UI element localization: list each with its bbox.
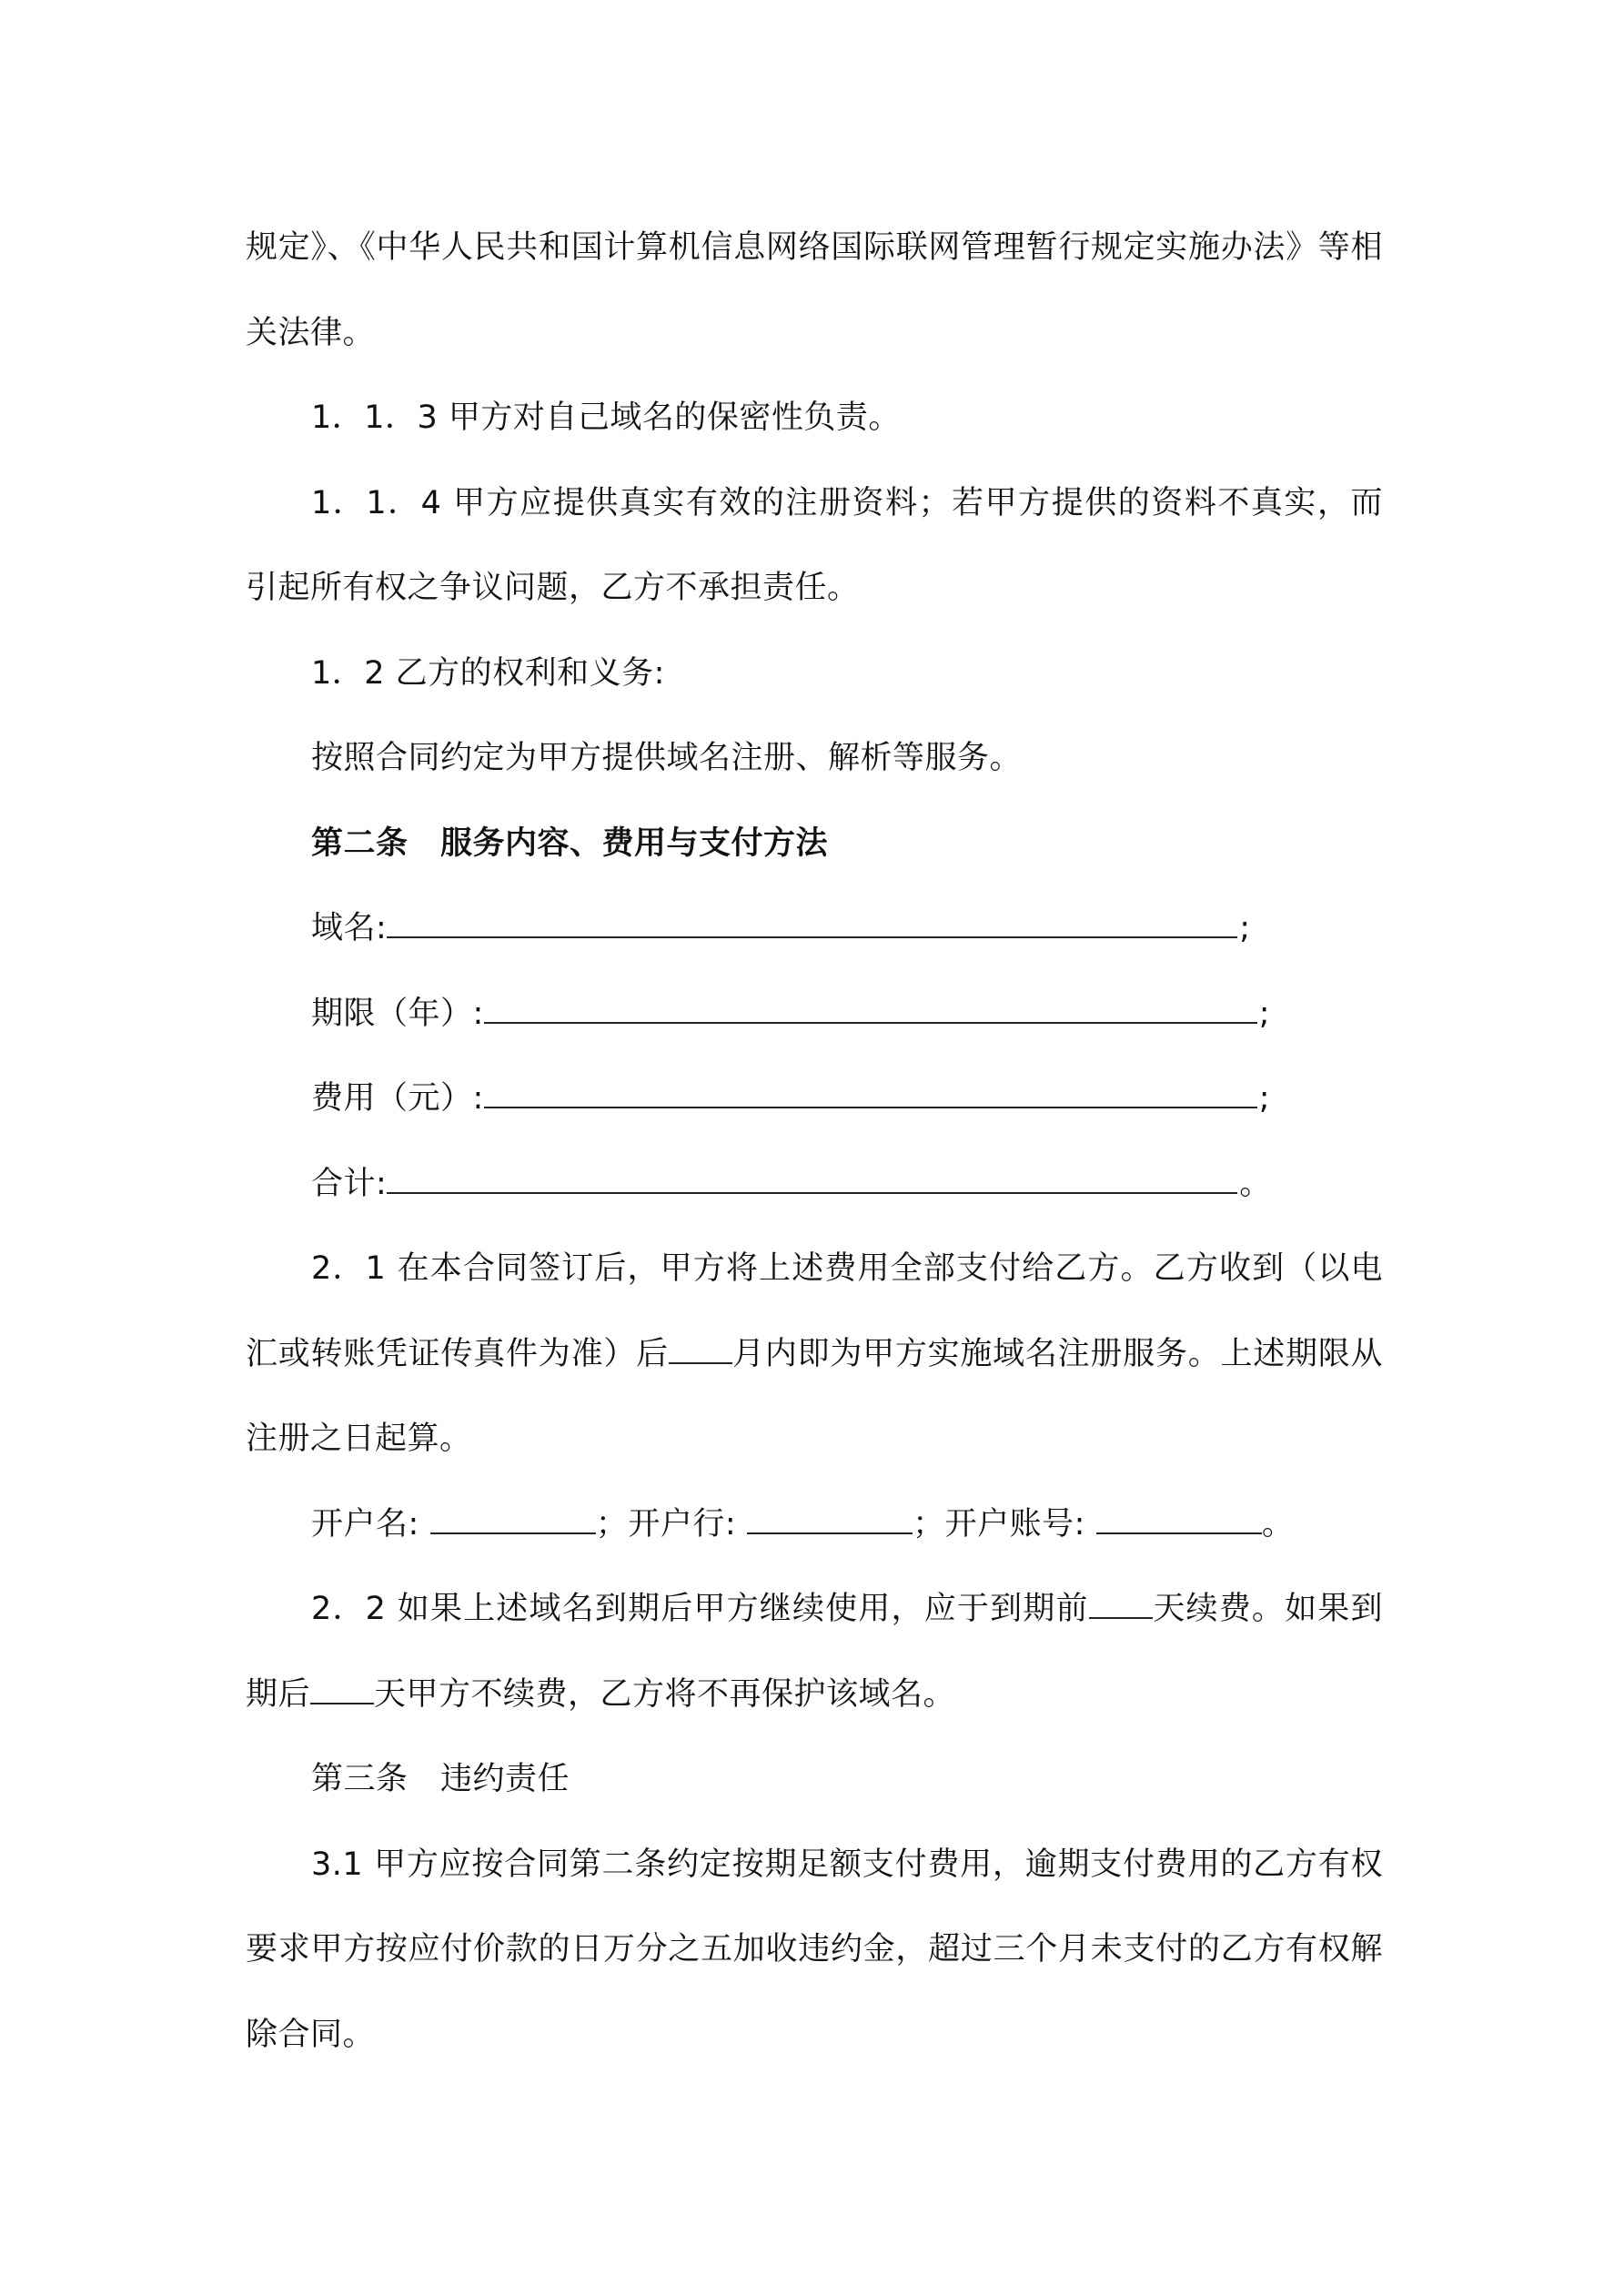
account-number-blank[interactable] bbox=[1096, 1505, 1262, 1534]
paragraph-1-1-3: 1．1．3 甲方对自己域名的保密性负责。 bbox=[311, 400, 901, 436]
paragraph-related-laws: 规定》、《中华人民共和国计算机信息网络国际联网管理暂行规定实施办法》等相关法律。 bbox=[246, 229, 1383, 351]
account-end: 。 bbox=[1261, 1505, 1295, 1542]
field-total-blank[interactable] bbox=[387, 1165, 1237, 1194]
paragraph-2-2-part3: 天甲方不续费，乙方将不再保护该域名。 bbox=[374, 1675, 956, 1713]
document-body bbox=[246, 206, 1383, 2078]
account-bank-blank[interactable] bbox=[747, 1505, 913, 1534]
paragraph-2-2-part1: 2．2 如果上述域名到期后甲方继续使用，应于到期前 bbox=[311, 1591, 1089, 1627]
heading-article-2: 第二条 服务内容、费用与支付方法 bbox=[311, 824, 829, 862]
field-domain-blank[interactable] bbox=[387, 909, 1237, 938]
account-sep-1: ； bbox=[595, 1505, 629, 1542]
account-name-blank[interactable] bbox=[430, 1505, 596, 1534]
field-total-label: 合计: bbox=[311, 1165, 388, 1202]
account-number-label: 开户账号: bbox=[944, 1505, 1085, 1542]
paragraph-2-1-months-blank[interactable] bbox=[669, 1335, 732, 1364]
field-domain-end: ; bbox=[1239, 910, 1251, 946]
paragraph-1-1-4: 1．1．4 甲方应提供真实有效的注册资料；若甲方提供的资料不真实，而引起所有权之争议问题，乙方不承担责任。 bbox=[246, 484, 1383, 606]
paragraph-2-2 bbox=[246, 1567, 1383, 1737]
account-bank-label: 开户行: bbox=[628, 1505, 737, 1542]
field-fee-end: ; bbox=[1258, 1080, 1271, 1117]
account-info-line bbox=[246, 1482, 1383, 1568]
field-fee-label: 费用（元）: bbox=[311, 1080, 484, 1117]
field-term bbox=[246, 972, 1383, 1057]
paragraph-1-2: 1．2 乙方的权利和义务: bbox=[311, 654, 665, 692]
field-total bbox=[246, 1142, 1383, 1228]
paragraph-3-1: 3.1 甲方应按合同第二条约定按期足额支付费用，逾期支付费用的乙方有权要求甲方按应付价款的日万分之五加收违约金，超过三个月未支付的乙方有权解除合同。 bbox=[246, 1846, 1383, 2053]
paragraph-2-2-renew-days-blank[interactable] bbox=[1089, 1590, 1153, 1619]
field-total-end: 。 bbox=[1239, 1165, 1272, 1202]
account-name-label: 开户名: bbox=[311, 1505, 419, 1542]
paragraph-2-1 bbox=[246, 1227, 1383, 1482]
field-fee bbox=[246, 1057, 1383, 1142]
field-domain-label: 域名: bbox=[311, 910, 388, 946]
paragraph-2-1-part1: 2．1 在本合同签订后，甲方将上述费用全部支付给乙方。乙方收到（以电汇或转账凭证传真件为准）后 bbox=[246, 1250, 1383, 1372]
paragraph-service-scope: 按照合同约定为甲方提供域名注册、解析等服务。 bbox=[311, 740, 1023, 776]
field-term-end: ; bbox=[1258, 995, 1271, 1032]
heading-article-3: 第三条 违约责任 bbox=[311, 1761, 570, 1797]
paragraph-2-2-part2: 天续费。如果到期后 bbox=[246, 1591, 1383, 1713]
paragraph-2-1-part2: 月内即为甲方实施域名注册服务。上述期限从注册之日起算。 bbox=[246, 1335, 1383, 1457]
paragraph-2-2-expiry-days-blank[interactable] bbox=[310, 1675, 374, 1704]
field-term-blank[interactable] bbox=[484, 995, 1257, 1024]
field-fee-blank[interactable] bbox=[484, 1079, 1257, 1108]
field-domain bbox=[246, 886, 1383, 972]
account-sep-2: ； bbox=[913, 1505, 945, 1542]
field-term-label: 期限（年）: bbox=[311, 995, 484, 1032]
